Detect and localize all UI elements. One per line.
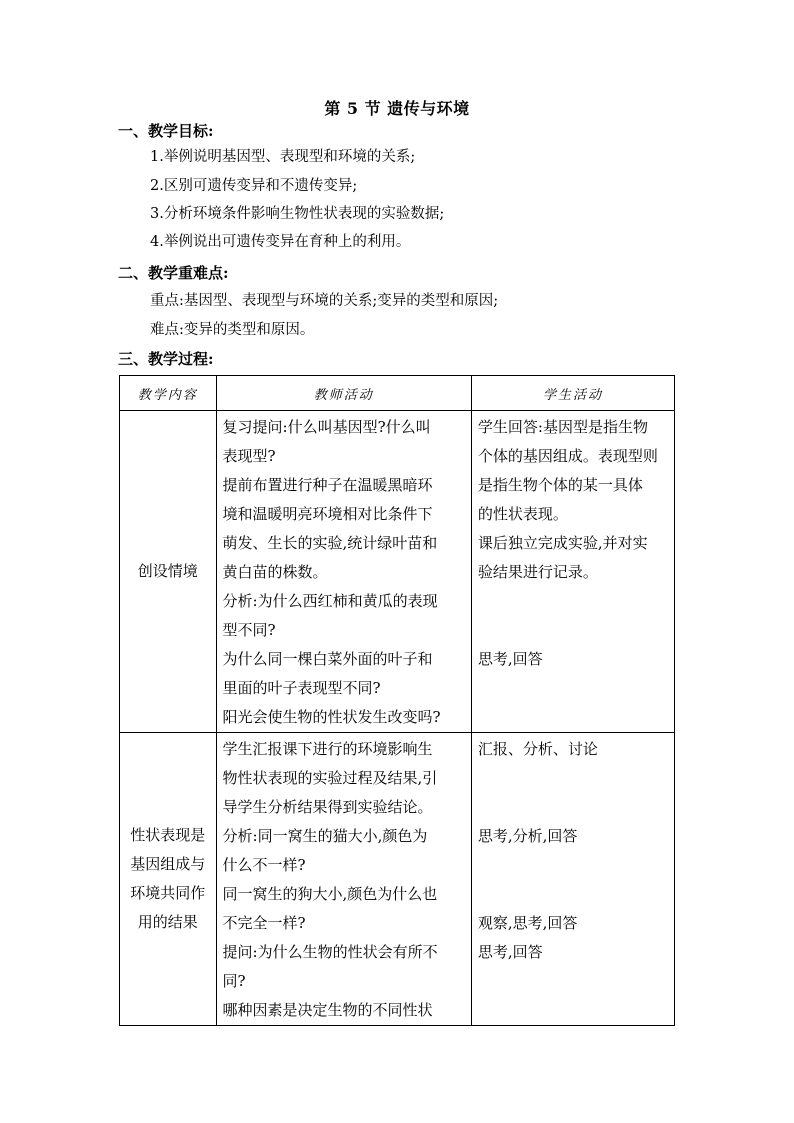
teacher-line: 不完全一样?	[222, 914, 306, 932]
teacher-line: 分析:同一窝生的猫大小,颜色为	[222, 827, 428, 845]
teacher-line: 学生汇报课下进行的环境影响生	[222, 740, 433, 758]
teacher-line: 阳光会使生物的性状发生改变吗?	[222, 708, 441, 726]
row-content-label: 基因组成与	[130, 855, 206, 873]
row-content-label: 创设情境	[137, 562, 198, 580]
teacher-line: 复习提问:什么叫基因型?什么叫	[222, 418, 431, 436]
teacher-line: 提问:为什么生物的性状会有所不	[222, 943, 438, 961]
keypoints-heading: 二、教学重难点:	[118, 264, 229, 282]
student-line: 思考,分析,回答	[477, 827, 578, 845]
student-line: 思考,回答	[477, 650, 543, 668]
student-line: 学生回答:基因型是指生物	[477, 418, 648, 436]
student-line: 验结果进行记录。	[477, 563, 598, 581]
teacher-line: 分析:为什么西红柿和黄瓜的表现	[222, 592, 438, 610]
teacher-cell	[216, 733, 471, 1026]
keypoint-item: 难点:变异的类型和原因。	[150, 322, 315, 338]
teacher-line: 为什么同一棵白菜外面的叶子和	[222, 650, 433, 668]
student-line: 个体的基因组成。表现型则	[477, 447, 658, 465]
teacher-line: 同?	[222, 972, 246, 990]
teacher-line: 境和温暖明亮环境相对比条件下	[222, 505, 433, 523]
objective-item: 4.举例说出可遗传变异在育种上的利用。	[150, 234, 411, 250]
student-line: 汇报、分析、讨论	[477, 740, 598, 758]
row-content-label: 用的结果	[137, 913, 198, 931]
row-content-cell	[120, 733, 217, 1026]
student-line	[478, 764, 668, 793]
teacher-line: 提前布置进行种子在温暖黑暗环	[222, 476, 433, 494]
table-row	[120, 411, 675, 733]
process-heading: 三、教学过程:	[118, 350, 214, 368]
lesson-table	[119, 375, 675, 1026]
teacher-line: 黄白苗的株数。	[222, 563, 328, 581]
page-title: 第 5 节 遗传与环境	[324, 99, 470, 118]
keypoint-item: 重点:基因型、表现型与环境的关系;变异的类型和原因;	[150, 293, 499, 309]
header-student: 学生活动	[471, 376, 674, 411]
objective-item: 3.分析环境条件影响生物性状表现的实验数据;	[150, 206, 445, 222]
student-line: 是指生物个体的某一具体	[477, 476, 643, 494]
teacher-line: 表现型?	[222, 447, 276, 465]
teacher-line: 什么不一样?	[222, 856, 306, 874]
objectives-heading: 一、教学目标:	[118, 122, 214, 140]
teacher-line: 里面的叶子表现型不同?	[222, 679, 381, 697]
student-line	[478, 880, 668, 909]
teacher-line: 导学生分析结果得到实验结论。	[222, 798, 433, 816]
teacher-line: 萌发、生长的实验,统计绿叶苗和	[222, 534, 438, 552]
student-line	[478, 616, 668, 645]
table-row	[120, 733, 675, 1026]
teacher-line: 物性状表现的实验过程及结果,引	[222, 769, 438, 787]
student-cell	[471, 411, 674, 733]
row-content-label: 环境共同作	[130, 884, 206, 902]
student-line: 的性状表现。	[477, 505, 568, 523]
student-line	[478, 793, 668, 822]
header-content: 教学内容	[120, 376, 217, 411]
student-line	[478, 851, 668, 880]
teacher-line: 型不同?	[222, 621, 276, 639]
student-cell	[471, 733, 674, 1026]
objective-item: 2.区别可遗传变异和不遗传变异;	[150, 178, 358, 194]
student-line: 课后独立完成实验,并对实	[477, 534, 648, 552]
header-teacher: 教师活动	[216, 376, 471, 411]
student-line	[478, 587, 668, 616]
teacher-cell	[216, 411, 471, 733]
row-content-cell	[120, 411, 217, 733]
student-line: 思考,回答	[477, 943, 543, 961]
table-header-row	[120, 376, 675, 411]
teacher-line: 哪种因素是决定生物的不同性状	[222, 1001, 433, 1019]
student-line: 观察,思考,回答	[477, 914, 578, 932]
teacher-line: 同一窝生的狗大小,颜色为什么也	[222, 885, 438, 903]
row-content-label: 性状表现是	[130, 826, 206, 844]
objective-item: 1.举例说明基因型、表现型和环境的关系;	[150, 149, 416, 165]
